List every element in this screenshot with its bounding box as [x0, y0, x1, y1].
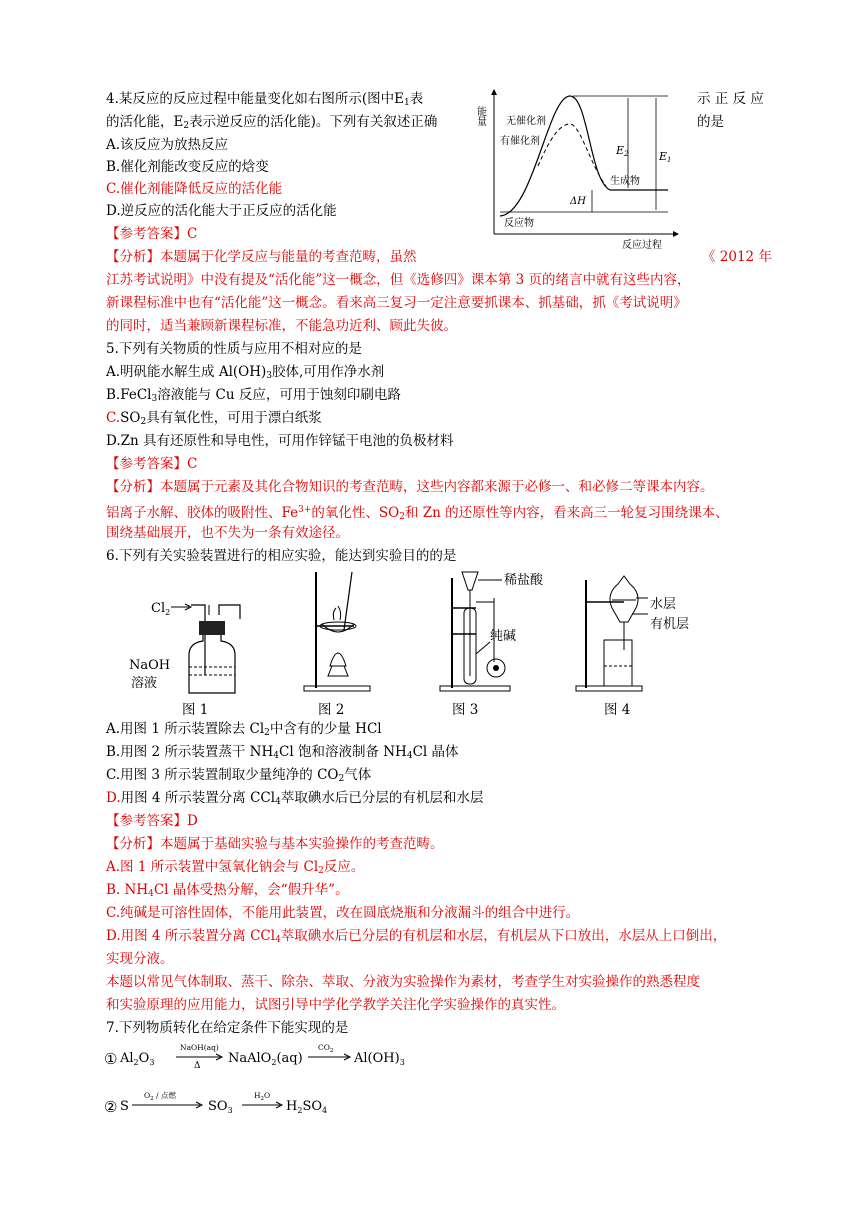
q6-analysis-d: D.用图 4 所示装置分离 CCl$_4$萃取碘水后已分层的有机层和水层，有机层从下口放出，水层从上口倒出，: [106, 928, 727, 945]
r1-condition-bottom: Δ: [194, 1061, 201, 1071]
q7-stem: 7.下列物质转化在给定条件下能实现的是: [106, 1020, 349, 1036]
fig4-water-layer-label: 水层: [650, 597, 677, 612]
r1-condition-top: NaOH(aq): [180, 1043, 219, 1052]
q5-answer: 【参考答案】C: [106, 456, 198, 472]
label-no-catalyst: 无催化剂: [506, 116, 546, 127]
label-product: 生成物: [610, 176, 640, 187]
q5-analysis-1: 【分析】本题属于元素及其化合物知识的考查范畴，这些内容都来源于必修一、和必修二等课本内容。: [106, 479, 714, 495]
r2-condition-top: $O_2$ / 点燃: [144, 1091, 176, 1102]
q4-option-a: A.该反应为放热反应: [106, 137, 229, 153]
figure-3-apparatus: [432, 568, 562, 692]
r1-reactant: $Al_2O_3$: [120, 1051, 155, 1067]
q4-analysis-4: 的同时，适当兼顾新课程标准，不能急功近利、顾此失彼。: [106, 318, 457, 334]
label-e1: E1: [659, 150, 672, 164]
q6-analysis-a: A.图 1 所示装置中氢氧化钠会与 $Cl_2$反应。: [106, 859, 365, 876]
q4-analysis-1-right: 《 2012 年: [702, 249, 772, 265]
figure-4-apparatus: [574, 570, 704, 694]
q7-reaction-2: [104, 1086, 364, 1122]
q5-stem: 5.下列有关物质的性质与应用不相对应的是: [106, 341, 362, 357]
figure-1-apparatus: [125, 575, 255, 695]
q6-option-b: B.用图 2 所示装置蒸干 $NH_4Cl$ 饱和溶液制备 $NH_4Cl$ 晶体: [106, 744, 459, 761]
q7-reaction-1: [104, 1038, 404, 1074]
r2-reactant: S: [120, 1099, 129, 1114]
q6-option-c: C.用图 3 所示装置制取少量纯净的 $CO_2$气体: [106, 767, 372, 784]
label-reactant: 反应物: [504, 218, 534, 229]
q4-analysis-1: 【分析】本题属于化学反应与能量的考查范畴，虽然: [106, 249, 417, 265]
energy-x-axis-label: 反应过程: [622, 240, 662, 251]
q4-option-b: B.催化剂能改变反应的焓变: [106, 159, 269, 175]
q4-answer: 【参考答案】C: [106, 226, 198, 242]
r2-condition-2: $H_2O$: [254, 1091, 271, 1102]
r1-intermediate: NaAlO$_2$(aq): [228, 1051, 303, 1067]
label-e2: E2: [616, 144, 629, 158]
q4-analysis-2: 江苏考试说明》中没有提及“活化能”这一概念，但《选修四》课本第 3 页的绪言中就有这些内容，: [106, 272, 691, 288]
fig3-hcl-label: 稀盐酸: [504, 573, 544, 588]
q4-analysis-3: 新课程标准中也有“活化能”这一概念。看来高三复习一定注意要抓课本、抓基础，抓《考试说明》: [106, 295, 687, 311]
r2-product: $H_2SO_4$: [286, 1099, 328, 1115]
q6-summary-2: 和实验原理的应用能力，试图引导中学化学教学关注化学实验操作的真实性。: [106, 997, 565, 1013]
q6-analysis-d2: 实现分液。: [106, 951, 174, 967]
energy-diagram: [474, 86, 688, 251]
q6-option-d: D.用图 4 所示装置分离 CCl$_4$萃取碘水后已分层的有机层和水层: [106, 790, 484, 807]
figure-2-caption: 图 2: [318, 702, 345, 718]
figure-4-caption: 图 4: [604, 702, 631, 718]
q4-stem-right2: 的是: [697, 114, 724, 130]
fig1-solution-label: 溶液: [131, 676, 158, 691]
q5-analysis-3: 围绕基础展开，也不失为一条有效途径。: [106, 525, 349, 541]
label-delta-h: ΔH: [570, 196, 586, 207]
fig1-cl2-label: $Cl_2$: [151, 601, 171, 617]
fig3-soda-label: 纯碱: [490, 629, 517, 644]
r1-product: $Al(OH)_3$: [354, 1051, 405, 1067]
q5-analysis-2: 铝离子水解、胶体的吸附性、$Fe^{3+}$的氧化性、$SO_2$和 Zn 的还原性等内容，看来高三一轮复习围绕课本、: [106, 505, 729, 522]
q4-option-d: D.逆反应的活化能大于正反应的活化能: [106, 203, 337, 219]
q5-option-a: A.明矾能水解生成 $Al(OH)_3$胶体,可用作净水剂: [106, 364, 385, 381]
q6-analysis-c: C.纯碱是可溶性固体，不能用此装置，改在圆底烧瓶和分液漏斗的组合中进行。: [106, 905, 580, 921]
fig4-organic-layer-label: 有机层: [650, 617, 690, 632]
r2-intermediate: $SO_3$: [208, 1099, 233, 1115]
q5-option-d: D.Zn 具有还原性和导电性，可用作锌锰干电池的负极材料: [106, 433, 454, 449]
catalyzed-curve: [538, 124, 606, 186]
q6-answer: 【参考答案】D: [106, 813, 198, 829]
q6-analysis-1: 【分析】本题属于基础实验与基本实验操作的考查范畴。: [106, 836, 444, 852]
q6-analysis-b: B. $NH_4Cl$ 晶体受热分解，会“假升华”。: [106, 882, 349, 899]
q4-option-c: C.催化剂能降低反应的活化能: [106, 181, 283, 197]
q4-stem-line2: 的活化能，$E_2$表示逆反应的活化能)。下列有关叙述正确: [106, 114, 438, 131]
r1-condition-2: $CO_2$: [318, 1043, 334, 1054]
q6-option-a: A.用图 1 所示装置除去 $Cl_2$中含有的少量 HCl: [106, 721, 382, 738]
q5-option-b: B.FeCl$_3$溶液能与 Cu 反应，可用于蚀刻印刷电路: [106, 387, 401, 404]
figure-1-caption: 图 1: [182, 702, 209, 718]
r1-number: ①: [104, 1050, 118, 1068]
figure-2-apparatus: [296, 568, 376, 692]
q6-summary-1: 本题以常见气体制取、蒸干、除杂、萃取、分液为实验操作为素材，考查学生对实验操作的熟悉程度: [106, 974, 700, 990]
q5-option-c: $C.SO_2$具有氧化性，可用于漂白纸浆: [106, 410, 322, 427]
q4-stem-right1: 示 正 反 应: [697, 91, 764, 107]
r2-number: ②: [104, 1098, 118, 1116]
q4-stem-line1: 4.某反应的反应过程中能量变化如右图所示(图中$E_1$表: [106, 91, 424, 108]
energy-y-axis-label: 能量: [474, 106, 486, 126]
figure-3-caption: 图 3: [452, 702, 479, 718]
q6-stem: 6.下列有关实验装置进行的相应实验，能达到实验目的的是: [106, 548, 457, 564]
label-with-catalyst: 有催化剂: [500, 136, 540, 147]
fig1-naoh-label: NaOH: [129, 658, 171, 673]
